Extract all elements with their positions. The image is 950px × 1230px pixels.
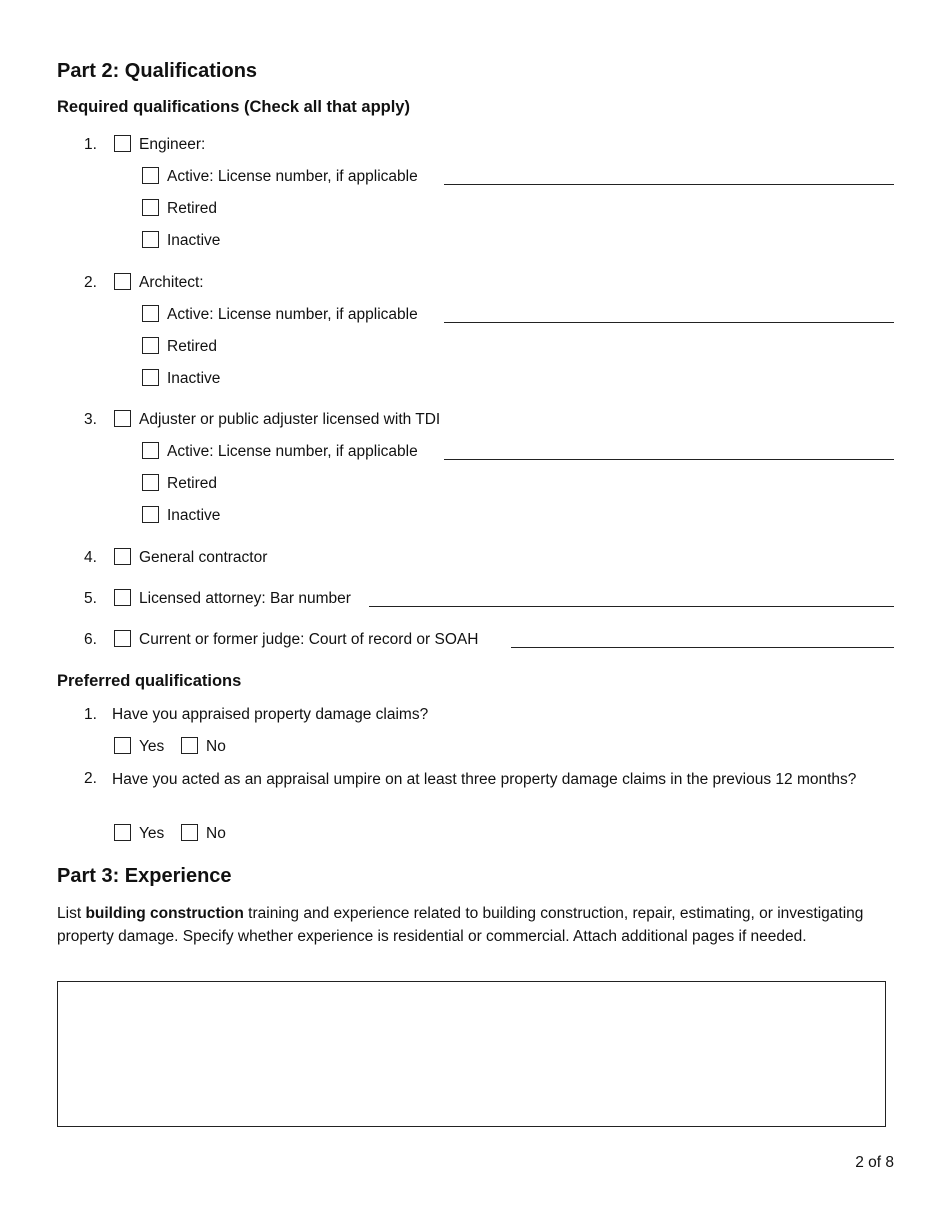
court-of-record-field[interactable]: [511, 647, 894, 648]
engineer-label: Engineer:: [139, 136, 206, 153]
umpire-no-checkbox[interactable]: [181, 824, 198, 841]
umpire-no-label: No: [206, 825, 226, 842]
question-appraisal-umpire: Have you acted as an appraisal umpire on at least three property damage claims in the previous 12 months?: [112, 771, 857, 788]
experience-instructions: [57, 902, 877, 948]
judge-checkbox[interactable]: [114, 630, 131, 647]
adjuster-checkbox[interactable]: [114, 410, 131, 427]
adjuster-retired-checkbox[interactable]: [142, 474, 159, 491]
instructions-bold: building construction: [85, 905, 244, 922]
item-number: 6.: [84, 631, 97, 648]
architect-label: Architect:: [139, 274, 204, 291]
architect-checkbox[interactable]: [114, 273, 131, 290]
instructions-prefix: List: [57, 905, 86, 922]
engineer-inactive-label: Inactive: [167, 232, 221, 249]
question-number: 1.: [84, 706, 97, 723]
engineer-retired-label: Retired: [167, 200, 217, 217]
adjuster-active-checkbox[interactable]: [142, 442, 159, 459]
architect-retired-label: Retired: [167, 338, 217, 355]
item-number: 5.: [84, 590, 97, 607]
engineer-active-label: Active: License number, if applicable: [167, 168, 418, 185]
adjuster-active-label: Active: License number, if applicable: [167, 443, 418, 460]
adjuster-inactive-label: Inactive: [167, 507, 221, 524]
architect-license-number-field[interactable]: [444, 322, 894, 323]
architect-inactive-label: Inactive: [167, 370, 221, 387]
licensed-attorney-label: Licensed attorney: Bar number: [139, 590, 351, 607]
appraised-no-label: No: [206, 738, 226, 755]
adjuster-retired-label: Retired: [167, 475, 217, 492]
question-appraised-claims: Have you appraised property damage claims?: [112, 706, 429, 723]
item-number: 3.: [84, 411, 97, 428]
part2-title: Part 2: Qualifications: [57, 60, 258, 82]
architect-retired-checkbox[interactable]: [142, 337, 159, 354]
bar-number-field[interactable]: [369, 606, 894, 607]
adjuster-label: Adjuster or public adjuster licensed with TDI: [139, 411, 441, 428]
umpire-yes-label: Yes: [139, 825, 165, 842]
licensed-attorney-checkbox[interactable]: [114, 589, 131, 606]
umpire-yes-checkbox[interactable]: [114, 824, 131, 841]
part3-title: Part 3: Experience: [57, 865, 232, 887]
general-contractor-label: General contractor: [139, 549, 268, 566]
engineer-checkbox[interactable]: [114, 135, 131, 152]
item-number: 2.: [84, 274, 97, 291]
appraised-no-checkbox[interactable]: [181, 737, 198, 754]
preferred-qualifications-heading: Preferred qualifications: [57, 672, 242, 690]
architect-active-label: Active: License number, if applicable: [167, 306, 418, 323]
appraised-yes-label: Yes: [139, 738, 165, 755]
engineer-retired-checkbox[interactable]: [142, 199, 159, 216]
instructions-suffix: training and experience related to building construction, repair, estimating, or investigating property damage. Specify whether experience is residential or commercial. Attach additional pages if needed.: [57, 905, 864, 945]
general-contractor-checkbox[interactable]: [114, 548, 131, 565]
architect-active-checkbox[interactable]: [142, 305, 159, 322]
engineer-license-number-field[interactable]: [444, 184, 894, 185]
page-number: 2 of 8: [855, 1154, 894, 1171]
item-number: 1.: [84, 136, 97, 153]
adjuster-inactive-checkbox[interactable]: [142, 506, 159, 523]
judge-label: Current or former judge: Court of record or SOAH: [139, 631, 479, 648]
engineer-inactive-checkbox[interactable]: [142, 231, 159, 248]
experience-textbox[interactable]: [57, 981, 886, 1127]
adjuster-license-number-field[interactable]: [444, 459, 894, 460]
appraised-yes-checkbox[interactable]: [114, 737, 131, 754]
required-qualifications-heading: Required qualifications (Check all that apply): [57, 98, 410, 116]
architect-inactive-checkbox[interactable]: [142, 369, 159, 386]
item-number: 4.: [84, 549, 97, 566]
question-number: 2.: [84, 770, 97, 787]
engineer-active-checkbox[interactable]: [142, 167, 159, 184]
